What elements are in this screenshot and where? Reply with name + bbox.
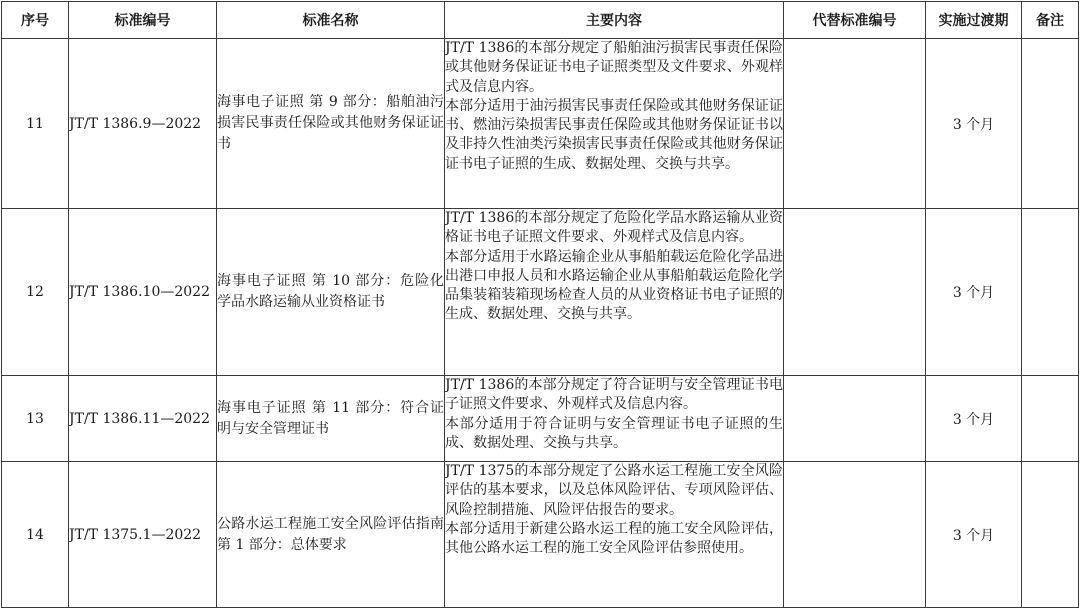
row-seq: 13: [2, 376, 69, 462]
row-seq: 11: [2, 39, 69, 209]
content-scope-paragraph: JT/T 1386的本部分规定了危险化学品水路运输从业资格证书电子证照文件要求、外观样式及信息内容。: [445, 210, 783, 246]
row-main-content: [445, 209, 784, 376]
header-seq: 序号: [2, 2, 69, 39]
row-replaced-standard: [784, 376, 926, 462]
header-replaced-standard: 代替标准编号: [784, 2, 926, 39]
header-standard-name: 标准名称: [217, 2, 445, 39]
row-seq: 14: [2, 462, 69, 608]
content-applicability-paragraph: 本部分适用于油污损害民事责任保险或其他财务保证证书、燃油污染损害民事责任保险或其他财务保证证书以及非持久性油类污染损害民事责任保险或其他财务保证证书电子证照的生成、数据处理、交换与共享。: [445, 97, 783, 172]
row-standard-name: 海事电子证照 第 11 部分：符合证明与安全管理证书: [217, 376, 445, 462]
row-main-content: [445, 462, 784, 608]
row-remarks: [1022, 376, 1079, 462]
header-transition-period: 实施过渡期: [926, 2, 1022, 39]
row-transition-period: 3 个月: [926, 209, 1022, 376]
content-applicability-paragraph: 本部分适用于新建公路水运工程的施工安全风险评估，其他公路水运工程的施工安全风险评估参照使用。: [445, 520, 783, 557]
row-standard-code: JT/T 1386.9—2022: [69, 39, 217, 209]
row-main-content: [445, 39, 784, 209]
header-main-content: 主要内容: [445, 2, 784, 39]
header-remarks: 备注: [1022, 2, 1079, 39]
row-main-content: [445, 376, 784, 462]
row-remarks: [1022, 462, 1079, 608]
row-standard-name: 海事电子证照 第 10 部分：危险化学品水路运输从业资格证书: [217, 209, 445, 376]
row-remarks: [1022, 209, 1079, 376]
row-transition-period: 3 个月: [926, 39, 1022, 209]
content-applicability-paragraph: 本部分适用于符合证明与安全管理证书电子证照的生成、数据处理、交换与共享。: [445, 415, 783, 451]
table-header-row: [2, 2, 1079, 39]
table-row: [2, 39, 1079, 209]
row-transition-period: 3 个月: [926, 376, 1022, 462]
table-row: [2, 462, 1079, 608]
row-standard-code: JT/T 1386.10—2022: [69, 209, 217, 376]
header-standard-code: 标准编号: [69, 2, 217, 39]
table-row: [2, 376, 1079, 462]
row-standard-name: 海事电子证照 第 9 部分：船舶油污损害民事责任保险或其他财务保证证书: [217, 39, 445, 209]
content-applicability-paragraph: 本部分适用于水路运输企业从事船舶载运危险化学品进出港口申报人员和水路运输企业从事船舶载运危险化学品集装箱装箱现场检查人员的从业资格证书电子证照的生成、数据处理、交换与共享。: [445, 248, 783, 323]
row-replaced-standard: [784, 209, 926, 376]
row-transition-period: 3 个月: [926, 462, 1022, 608]
content-scope-paragraph: JT/T 1386的本部分规定了符合证明与安全管理证书电子证照文件要求、外观样式及信息内容。: [445, 377, 783, 413]
row-standard-code: JT/T 1386.11—2022: [69, 376, 217, 462]
content-scope-paragraph: JT/T 1375的本部分规定了公路水运工程施工安全风险评估的基本要求，以及总体风险评估、专项风险评估、风险控制措施、风险评估报告的要求。: [445, 463, 783, 518]
row-remarks: [1022, 39, 1079, 209]
row-replaced-standard: [784, 39, 926, 209]
row-replaced-standard: [784, 462, 926, 608]
row-standard-code: JT/T 1375.1—2022: [69, 462, 217, 608]
row-seq: 12: [2, 209, 69, 376]
standards-table: [1, 1, 1079, 608]
row-standard-name: 公路水运工程施工安全风险评估指南 第 1 部分：总体要求: [217, 462, 445, 608]
content-scope-paragraph: JT/T 1386的本部分规定了船舶油污损害民事责任保险或其他财务保证证书电子证照类型及文件要求、外观样式及信息内容。: [445, 40, 783, 95]
table-row: [2, 209, 1079, 376]
